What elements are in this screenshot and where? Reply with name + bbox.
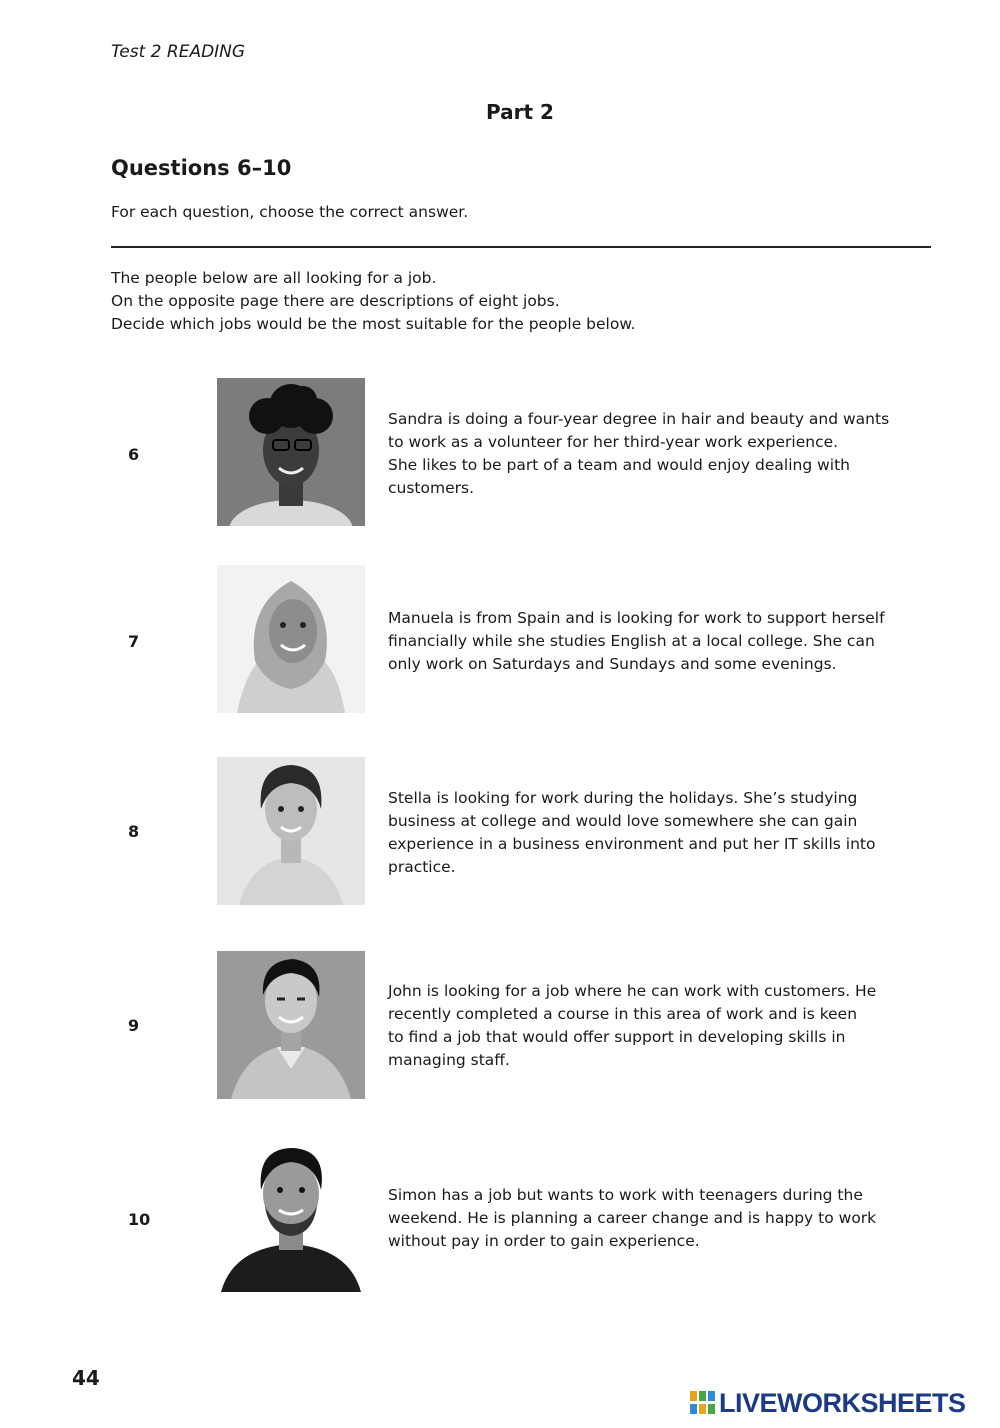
intro-text	[111, 267, 636, 336]
description-line: John is looking for a job where he can work with customers. He	[388, 982, 877, 1000]
person-description	[388, 787, 928, 879]
part-title: Part 2	[486, 100, 554, 124]
description-line: financially while she studies English at a local college. She can	[388, 632, 875, 650]
curly-haired-woman-with-glasses-photo	[217, 378, 365, 526]
short-haired-woman-photo	[217, 757, 365, 905]
description-line: Manuela is from Spain and is looking for work to support herself	[388, 609, 885, 627]
question-number: 10	[128, 1210, 151, 1229]
running-head: Test 2 READING	[111, 42, 246, 62]
description-line: Simon has a job but wants to work with teenagers during the	[388, 1186, 863, 1204]
person-description	[388, 980, 928, 1072]
description-line: experience in a business environment and put her IT skills into	[388, 835, 876, 853]
description-line: weekend. He is planning a career change and is happy to work	[388, 1209, 877, 1227]
question-number: 6	[128, 445, 140, 464]
description-line: without pay in order to gain experience.	[388, 1232, 700, 1250]
intro-line: Decide which jobs would be the most suitable for the people below.	[111, 315, 636, 333]
intro-line: The people below are all looking for a job.	[111, 269, 437, 287]
question-row-10	[0, 1144, 1000, 1294]
description-line: managing staff.	[388, 1051, 510, 1069]
question-number: 9	[128, 1016, 140, 1035]
woman-in-headscarf-photo	[217, 565, 365, 713]
description-line: to find a job that would offer support in developing skills in	[388, 1028, 846, 1046]
description-line: business at college and would love somewhere she can gain	[388, 812, 858, 830]
question-row-8	[0, 757, 1000, 907]
person-description	[388, 607, 928, 676]
description-line: customers.	[388, 479, 474, 497]
questions-heading: Questions 6–10	[111, 156, 292, 180]
divider-rule	[111, 246, 931, 248]
instruction-text: For each question, choose the correct answer.	[111, 203, 469, 221]
person-description	[388, 1184, 928, 1253]
question-row-9	[0, 951, 1000, 1101]
page-number: 44	[72, 1366, 100, 1390]
question-row-6	[0, 378, 1000, 528]
brand-name: LIVEWORKSHEETS	[719, 1388, 966, 1418]
description-line: Sandra is doing a four-year degree in hair and beauty and wants	[388, 410, 890, 428]
description-line: recently completed a course in this area of work and is keen	[388, 1005, 858, 1023]
question-number: 8	[128, 822, 140, 841]
question-number: 7	[128, 632, 140, 651]
liveworksheets-logo	[690, 1388, 966, 1422]
description-line: practice.	[388, 858, 456, 876]
intro-line: On the opposite page there are descriptions of eight jobs.	[111, 292, 560, 310]
bearded-man-in-tshirt-photo	[217, 1144, 365, 1292]
person-description	[388, 408, 928, 500]
description-line: to work as a volunteer for her third-year work experience.	[388, 433, 839, 451]
description-line: She likes to be part of a team and would enjoy dealing with	[388, 456, 850, 474]
liveworksheets-mark-icon	[690, 1391, 716, 1422]
young-man-in-shirt-photo	[217, 951, 365, 1099]
description-line: Stella is looking for work during the holidays. She’s studying	[388, 789, 858, 807]
description-line: only work on Saturdays and Sundays and some evenings.	[388, 655, 837, 673]
question-row-7	[0, 565, 1000, 715]
